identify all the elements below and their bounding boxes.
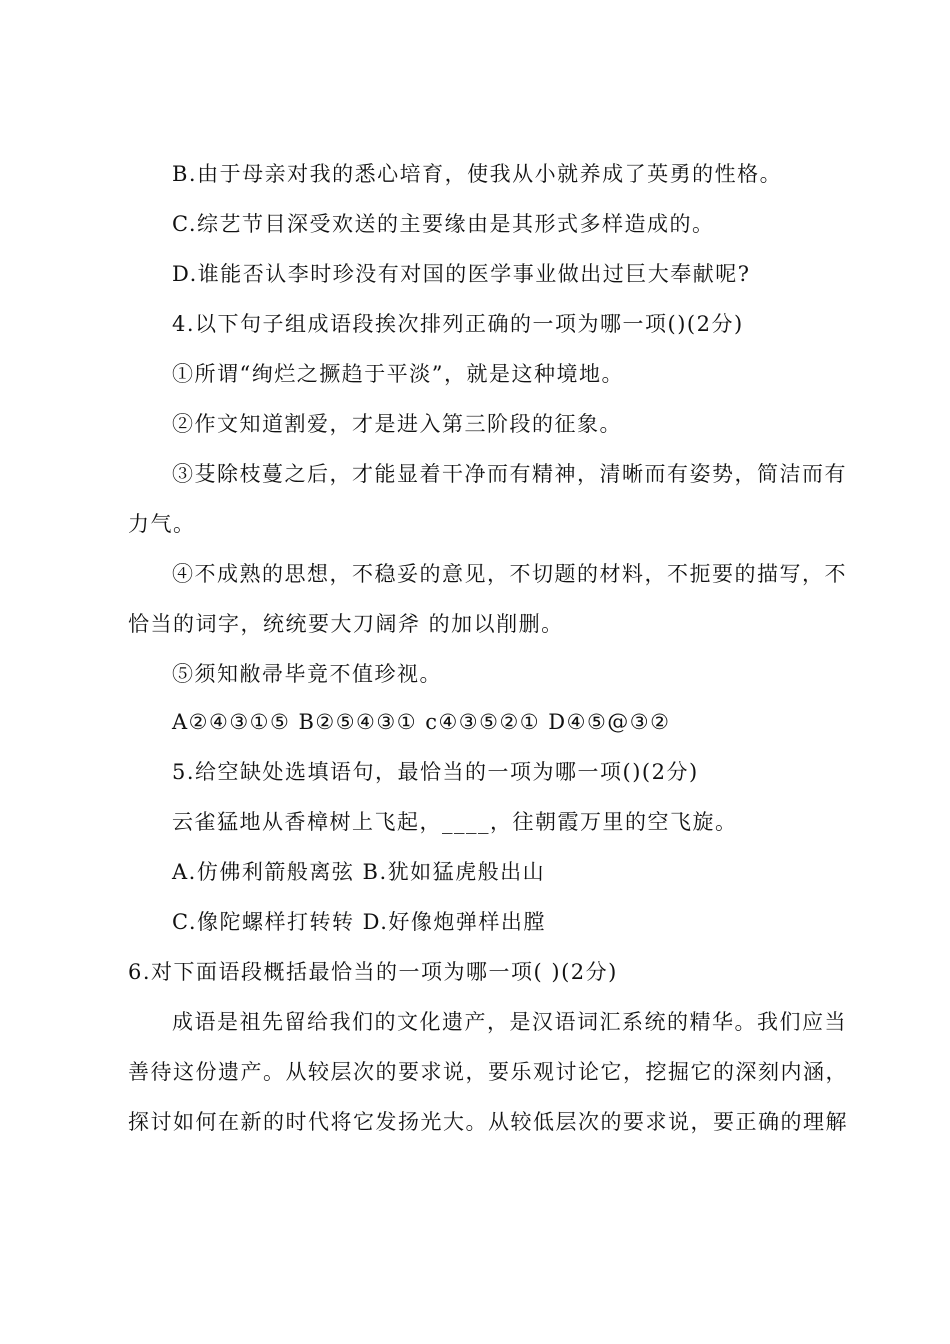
sentence-2: ②作文知道割爱，才是进入第三阶段的征象。	[172, 412, 622, 436]
sentence-3-cont: 力气。	[128, 512, 196, 536]
question-6-title: 6.对下面语段概括最恰当的一项为哪一项( )(2分)	[128, 960, 618, 984]
question-5-options-cd: C.像陀螺样打转转 D.好像炮弹样出膛	[172, 910, 546, 934]
question-5-options-ab: A.仿佛利箭般离弦 B.犹如猛虎般出山	[172, 860, 546, 884]
sentence-5: ⑤须知敝帚毕竟不值珍视。	[172, 662, 442, 686]
sentence-4-cont: 恰当的词字，统统要大刀阔斧 的加以削删。	[128, 612, 564, 636]
passage-line-2: 善待这份遗产。从较层次的要求说，要乐观讨论它，挖掘它的深刻内涵，	[128, 1060, 848, 1084]
question-5-sentence: 云雀猛地从香樟树上飞起，____，往朝霞万里的空飞旋。	[172, 810, 738, 834]
sentence-3: ③芟除枝蔓之后，才能显着干净而有精神，清晰而有姿势，简洁而有	[172, 462, 847, 486]
passage-line-1: 成语是祖先留给我们的文化遗产，是汉语词汇系统的精华。我们应当	[172, 1010, 847, 1034]
sentence-1: ①所谓“绚烂之撅趋于平淡”，就是这种境地。	[172, 362, 624, 386]
option-c-line: C.综艺节目深受欢送的主要缘由是其形式多样造成的。	[172, 212, 715, 236]
question-4-title: 4.以下句子组成语段挨次排列正确的一项为哪一项()(2分)	[172, 312, 744, 336]
sentence-4: ④不成熟的思想，不稳妥的意见，不切题的材料，不扼要的描写，不	[172, 562, 847, 586]
option-d-line: D.谁能否认李时珍没有对国的医学事业做出过巨大奉献呢?	[172, 262, 751, 286]
passage-line-3: 探讨如何在新的时代将它发扬光大。从较低层次的要求说，要正确的理解	[128, 1110, 848, 1134]
option-b-line: B.由于母亲对我的悉心培育，使我从小就养成了英勇的性格。	[172, 162, 783, 186]
question-5-title: 5.给空缺处选填语句，最恰当的一项为哪一项()(2分)	[172, 760, 699, 784]
question-4-options: A②④③①⑤ B②⑤④③① c④③⑤②① D④⑤@③②	[172, 710, 671, 734]
